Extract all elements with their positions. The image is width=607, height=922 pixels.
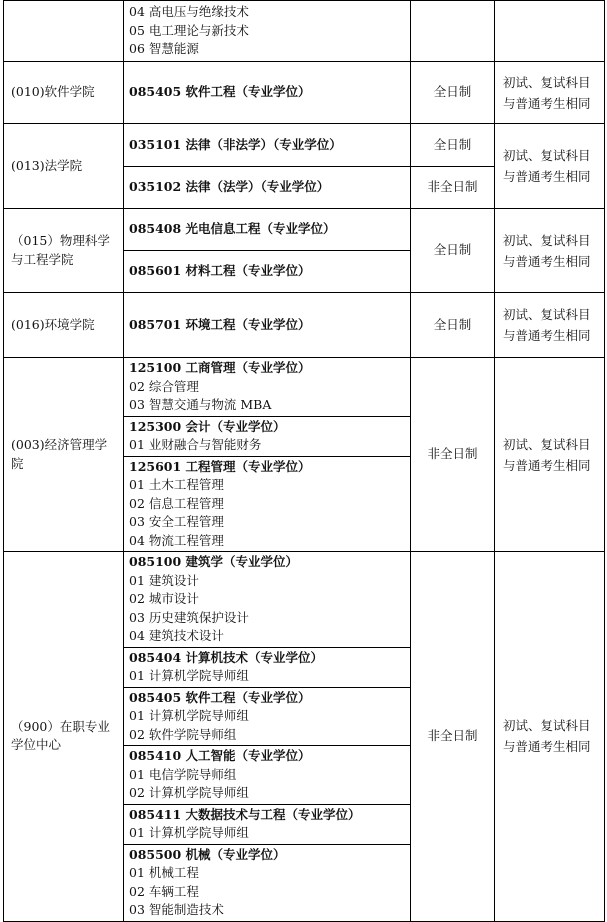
college-cell: （015）物理科学与工程学院 <box>4 209 124 293</box>
note-cell-empty <box>495 1 605 62</box>
direction-item: 01 计算机学院导师组 <box>129 708 249 723</box>
direction-item: 01 建筑设计 <box>129 572 199 588</box>
program-cell <box>124 251 411 293</box>
program-cell <box>124 167 411 209</box>
direction-item: 05 电工理论与新技术 <box>129 22 249 38</box>
major-title: 085404 计算机技术（专业学位） <box>129 649 324 665</box>
direction-item: 03 历史建筑保护设计 <box>129 609 249 625</box>
admission-table <box>3 0 605 922</box>
direction-item: 01 土木工程管理 <box>129 477 224 492</box>
major-title: 035102 法律（法学）（专业学位） <box>129 179 330 195</box>
program-cell <box>124 456 411 552</box>
direction-item: 03 安全工程管理 <box>129 514 224 529</box>
table-row-software <box>4 62 605 124</box>
major-title: 085405 软件工程（专业学位） <box>129 84 311 100</box>
major-title: 085411 大数据技术与工程（专业学位） <box>129 806 361 822</box>
table-row-continued <box>4 1 605 62</box>
major-title: 085500 机械（专业学位） <box>129 846 286 862</box>
program-cell <box>124 1 411 62</box>
program-cell <box>124 293 411 358</box>
program-cell <box>124 552 411 648</box>
major-title: 035101 法律（非法学）（专业学位） <box>129 136 342 152</box>
program-cell <box>124 124 411 167</box>
exam-note: 初试、复试科目与普通考生相同 <box>495 62 605 124</box>
college-cell: (010)软件学院 <box>4 62 124 124</box>
study-mode: 全日制 <box>411 209 495 293</box>
program-cell <box>124 746 411 805</box>
program-cell <box>124 416 411 456</box>
program-cell <box>124 62 411 124</box>
program-cell <box>124 358 411 417</box>
study-mode: 非全日制 <box>411 167 495 209</box>
program-cell <box>124 804 411 844</box>
major-title: 085100 建筑学（专业学位） <box>129 554 299 569</box>
mode-cell-empty <box>411 1 495 62</box>
direction-item: 03 智慧交通与物流 MBA <box>129 397 272 412</box>
program-cell <box>124 209 411 251</box>
college-cell: （900）在职专业学位中心 <box>4 552 124 922</box>
college-cell: (013)法学院 <box>4 124 124 209</box>
college-cell: (016)环境学院 <box>4 293 124 358</box>
major-title: 085405 软件工程（专业学位） <box>129 689 311 705</box>
direction-item: 01 电信学院导师组 <box>129 766 237 782</box>
table-row-onjob <box>4 552 605 648</box>
direction-item: 02 软件学院导师组 <box>129 726 237 742</box>
study-mode: 非全日制 <box>411 358 495 552</box>
major-title: 085601 材料工程（专业学位） <box>129 263 311 279</box>
direction-item: 04 高电压与绝缘技术 <box>129 4 249 20</box>
major-title: 085410 人工智能（专业学位） <box>129 748 311 763</box>
direction-item: 04 建筑技术设计 <box>129 628 224 643</box>
major-title: 085408 光电信息工程（专业学位） <box>129 221 336 237</box>
study-mode: 全日制 <box>411 293 495 358</box>
table-row-law <box>4 124 605 167</box>
direction-item: 04 物流工程管理 <box>129 532 224 548</box>
college-cell: (003)经济管理学院 <box>4 358 124 552</box>
direction-item: 01 计算机学院导师组 <box>129 668 249 683</box>
direction-item: 03 智能制造技术 <box>129 902 224 917</box>
major-title: 125601 工程管理（专业学位） <box>129 458 311 474</box>
direction-item: 06 智慧能源 <box>129 41 199 57</box>
exam-note: 初试、复试科目与普通考生相同 <box>495 552 605 922</box>
direction-item: 02 信息工程管理 <box>129 495 224 511</box>
major-title: 085701 环境工程（专业学位） <box>129 316 311 332</box>
direction-item: 02 车辆工程 <box>129 883 199 899</box>
program-cell <box>124 844 411 921</box>
exam-note: 初试、复试科目与普通考生相同 <box>495 293 605 358</box>
direction-item: 01 计算机学院导师组 <box>129 825 249 840</box>
direction-item: 01 机械工程 <box>129 865 199 880</box>
study-mode: 全日制 <box>411 62 495 124</box>
study-mode: 非全日制 <box>411 552 495 922</box>
college-cell-empty <box>4 1 124 62</box>
major-title: 125100 工商管理（专业学位） <box>129 360 311 375</box>
direction-item: 02 城市设计 <box>129 591 199 606</box>
direction-item: 02 计算机学院导师组 <box>129 785 249 800</box>
program-cell <box>124 687 411 746</box>
exam-note: 初试、复试科目与普通考生相同 <box>495 209 605 293</box>
table-row-environment <box>4 293 605 358</box>
program-cell <box>124 647 411 687</box>
direction-item: 01 业财融合与智能财务 <box>129 437 262 452</box>
study-mode: 全日制 <box>411 124 495 167</box>
direction-item: 02 综合管理 <box>129 378 199 394</box>
exam-note: 初试、复试科目与普通考生相同 <box>495 124 605 209</box>
exam-note: 初试、复试科目与普通考生相同 <box>495 358 605 552</box>
table-row-economics <box>4 358 605 417</box>
table-row-physics <box>4 209 605 251</box>
major-title: 125300 会计（专业学位） <box>129 418 286 434</box>
